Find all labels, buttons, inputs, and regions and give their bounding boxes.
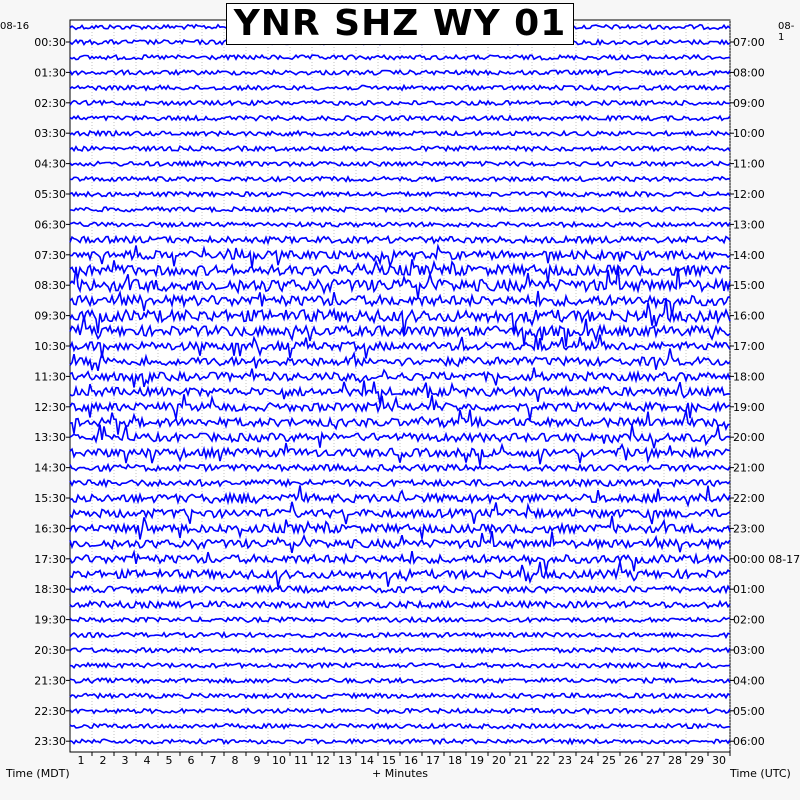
left-time-label: 10:30	[34, 340, 66, 353]
minute-tick-label: 18	[448, 754, 462, 767]
left-time-label: 21:30	[34, 674, 66, 688]
footer-left-label: Time (MDT)	[6, 767, 70, 780]
left-time-label: 09:30	[34, 309, 66, 323]
left-time-label: 06:30	[34, 218, 66, 232]
left-time-label: 11:30	[34, 370, 66, 384]
minute-tick-label: 16	[404, 754, 418, 767]
left-time-label: 18:30	[34, 583, 66, 597]
left-time-label: 13:30	[34, 431, 66, 445]
left-time-label: 16:30	[34, 522, 66, 536]
right-time-label: 16:00	[733, 309, 765, 323]
minute-tick-label: 19	[470, 754, 484, 767]
minute-tick-label: 28	[668, 754, 682, 767]
right-time-label: 10:00	[733, 127, 765, 141]
minute-tick-label: 27	[646, 754, 660, 767]
right-time-label: 13:00	[733, 218, 765, 232]
right-time-label: 17:00	[733, 340, 765, 353]
right-time-label: 11:00	[733, 157, 765, 171]
right-time-label: 19:00	[733, 400, 765, 414]
left-time-label: 07:30	[34, 248, 66, 262]
right-time-label: 15:00	[733, 279, 765, 293]
right-time-label: 18:00	[733, 370, 765, 384]
date-right: 08-1	[778, 21, 795, 43]
minute-tick-label: 11	[294, 754, 308, 767]
minute-tick-label: 4	[143, 754, 151, 767]
minute-tick-label: 3	[121, 754, 129, 767]
minute-tick-label: 26	[624, 754, 638, 767]
left-time-label: 01:30	[34, 66, 66, 80]
left-time-label: 00:30	[34, 36, 66, 49]
right-time-label: 04:00	[733, 674, 765, 688]
minute-tick-label: 25	[602, 754, 616, 767]
minute-tick-label: 14	[360, 754, 374, 767]
station-title: YNR SHZ WY 01	[226, 3, 574, 45]
minute-tick-label: 21	[514, 754, 528, 767]
left-time-label: 17:30	[34, 552, 66, 566]
minute-tick-label: 20	[492, 754, 506, 767]
left-time-label: 23:30	[34, 735, 66, 749]
minute-ticks	[78, 752, 731, 767]
right-time-label: 07:00	[733, 36, 765, 49]
right-time-label: 01:00	[733, 583, 765, 597]
left-time-label: 02:30	[34, 96, 66, 110]
minute-tick-label: 22	[536, 754, 550, 767]
right-time-label: 20:00	[733, 431, 765, 445]
right-time-label: 22:00	[733, 492, 765, 505]
left-time-label: 04:30	[34, 157, 66, 171]
left-time-label: 15:30	[34, 492, 66, 505]
minute-tick-label: 17	[426, 754, 440, 767]
minute-tick-label: 8	[231, 754, 239, 767]
left-time-label: 03:30	[34, 127, 66, 141]
minute-tick-label: 12	[316, 754, 330, 767]
right-time-label: 05:00	[733, 704, 765, 718]
minute-tick-label: 30	[712, 754, 726, 767]
right-time-label: 09:00	[733, 96, 765, 110]
minute-tick-label: 7	[209, 754, 217, 767]
footer-right-label: Time (UTC)	[730, 767, 791, 780]
minute-tick-label: 10	[272, 754, 286, 767]
right-time-label: 06:00	[733, 735, 765, 749]
minute-tick-label: 2	[99, 754, 107, 767]
left-time-label: 08:30	[34, 279, 66, 293]
left-time-labels	[34, 36, 70, 748]
left-time-label: 20:30	[34, 644, 66, 657]
left-time-label: 19:30	[34, 613, 66, 627]
minute-tick-label: 6	[187, 754, 195, 767]
left-time-label: 05:30	[34, 188, 66, 201]
minute-tick-label: 9	[253, 754, 261, 767]
left-time-label: 14:30	[34, 461, 66, 475]
right-time-label: 03:00	[733, 644, 765, 657]
minute-tick-label: 23	[558, 754, 572, 767]
minute-tick-label: 29	[690, 754, 704, 767]
footer-center-label: + Minutes	[372, 767, 429, 780]
right-time-labels	[730, 36, 800, 748]
date-left: 08-16	[0, 21, 30, 32]
left-time-label: 22:30	[34, 704, 66, 718]
minute-tick-label: 1	[77, 754, 85, 767]
right-time-label: 12:00	[733, 188, 765, 201]
minute-tick-label: 15	[382, 754, 396, 767]
minute-tick-label: 5	[165, 754, 173, 767]
minute-tick-label: 13	[338, 754, 352, 767]
right-time-label: 00:00 08-17	[733, 552, 800, 566]
minute-tick-label: 24	[580, 754, 594, 767]
right-time-label: 08:00	[733, 66, 765, 80]
right-time-label: 14:00	[733, 248, 765, 262]
right-time-label: 23:00	[733, 522, 765, 536]
right-time-label: 02:00	[733, 613, 765, 627]
left-time-label: 12:30	[34, 400, 66, 414]
right-time-label: 21:00	[733, 461, 765, 475]
